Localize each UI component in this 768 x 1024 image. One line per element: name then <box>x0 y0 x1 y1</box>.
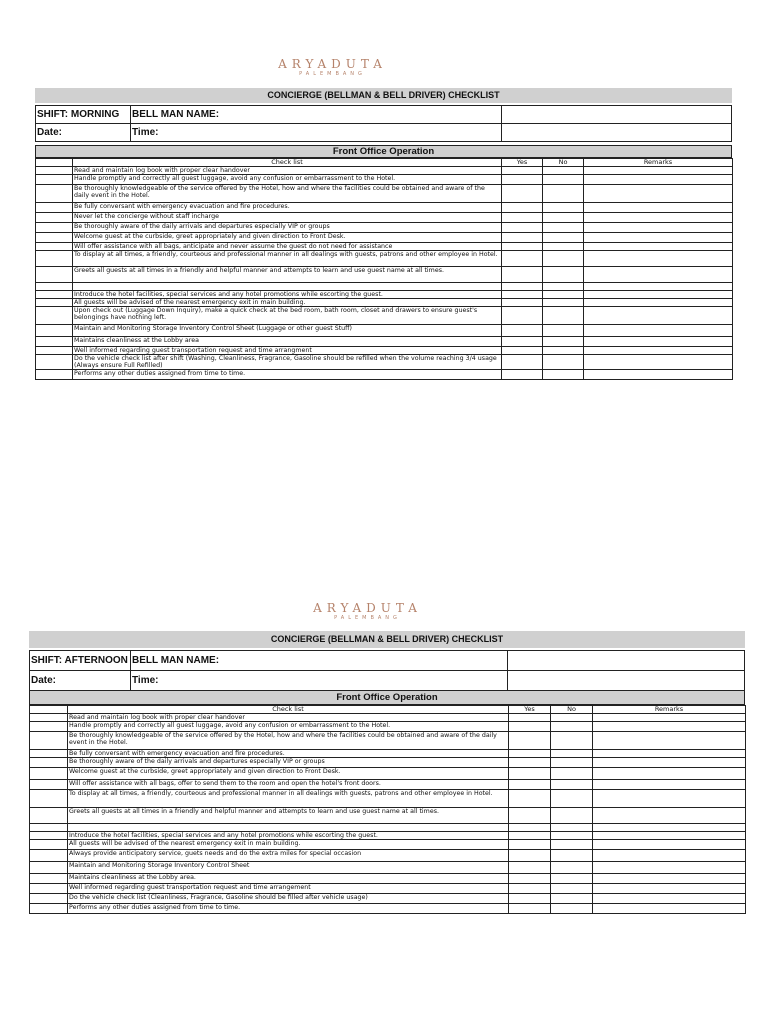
yes-checkbox-cell[interactable] <box>509 808 551 824</box>
yes-checkbox-cell[interactable] <box>502 267 543 283</box>
checklist-header: Check list <box>68 706 509 714</box>
no-checkbox-cell[interactable] <box>543 337 584 347</box>
checklist-item: All guests will be advised of the nearest emergency exit in main building. <box>68 840 509 850</box>
yes-checkbox-cell[interactable] <box>502 355 543 370</box>
remarks-cell[interactable] <box>584 325 733 337</box>
yes-checkbox-cell[interactable] <box>502 307 543 325</box>
checklist-item: Well informed regarding guest transportation request and time arrangment <box>73 347 502 355</box>
checklist-row <box>36 337 733 347</box>
no-checkbox-cell[interactable] <box>551 750 593 758</box>
checklist-row <box>36 243 733 251</box>
row-index-cell <box>36 325 73 337</box>
checklist-item: Well informed regarding guest transportation request and time arrangement <box>68 884 509 894</box>
checklist-item <box>68 824 509 832</box>
no-header: No <box>543 159 584 167</box>
remarks-header: Remarks <box>593 706 746 714</box>
checklist-item: Handle promptly and correctly all guest luggage, avoid any confusion or embarrassment to the Hotel. <box>73 175 502 185</box>
time-label[interactable]: Time: <box>131 124 502 142</box>
yes-checkbox-cell[interactable] <box>502 213 543 223</box>
checklist-row <box>30 780 746 790</box>
checklist-row <box>36 347 733 355</box>
checklist-item: Be thoroughly knowledgeable of the service offered by the Hotel, how and where the facilities could be obtained and aware of the daily event in the Hotel. <box>68 732 509 750</box>
checklist-item: All guests will be advised of the nearest emergency exit in main building. <box>73 299 502 307</box>
checklist-item: To display at all times, a friendly, courteous and professional manner in all dealings with guests, patrons and other employee in Hotel. <box>73 251 502 267</box>
row-index-cell <box>30 894 68 904</box>
yes-checkbox-cell[interactable] <box>502 203 543 213</box>
yes-checkbox-cell[interactable] <box>509 750 551 758</box>
logo-brand: ARYADUTA <box>313 601 422 615</box>
checklist-row <box>36 299 733 307</box>
remarks-cell[interactable] <box>584 337 733 347</box>
no-checkbox-cell[interactable] <box>543 175 584 185</box>
row-index-cell <box>36 233 73 243</box>
yes-checkbox-cell[interactable] <box>502 175 543 185</box>
remarks-cell[interactable] <box>584 167 733 175</box>
no-checkbox-cell[interactable] <box>551 840 593 850</box>
row-index-cell <box>36 347 73 355</box>
checklist-row <box>30 714 746 722</box>
remarks-cell[interactable] <box>584 283 733 291</box>
no-checkbox-cell[interactable] <box>543 213 584 223</box>
no-checkbox-cell[interactable] <box>543 325 584 337</box>
row-index-cell <box>36 167 73 175</box>
row-index-cell <box>30 862 68 874</box>
no-checkbox-cell[interactable] <box>543 267 584 283</box>
no-checkbox-cell[interactable] <box>543 307 584 325</box>
checklist-row <box>36 213 733 223</box>
checklist-item: Be thoroughly aware of the daily arrivals and departures especially VIP or groups <box>73 223 502 233</box>
section-header: Front Office Operation <box>35 145 732 158</box>
row-index-cell <box>30 904 68 914</box>
row-index-cell <box>36 267 73 283</box>
no-checkbox-cell[interactable] <box>551 780 593 790</box>
checklist-row <box>30 808 746 824</box>
checklist-row <box>36 283 733 291</box>
yes-checkbox-cell[interactable] <box>509 850 551 862</box>
checklist-item: Introduce the hotel facilities, special services and any hotel promotions while escorting the guest. <box>73 291 502 299</box>
row-index-cell <box>30 780 68 790</box>
shift-info-table <box>29 650 745 691</box>
row-index-cell <box>36 337 73 347</box>
yes-checkbox-cell[interactable] <box>509 824 551 832</box>
checklist-row <box>30 824 746 832</box>
checklist-item: Performs any other duties assigned from time to time. <box>73 370 502 380</box>
remarks-cell[interactable] <box>593 750 746 758</box>
row-index-cell <box>36 243 73 251</box>
no-checkbox-cell[interactable] <box>543 167 584 175</box>
checklist-row <box>30 722 746 732</box>
checklist-item: To display at all times, a friendly, courteous and professional manner in all dealings with guests, patrons and other employee in Hotel. <box>68 790 509 808</box>
no-checkbox-cell[interactable] <box>551 862 593 874</box>
yes-checkbox-cell[interactable] <box>509 884 551 894</box>
row-index-cell <box>36 283 73 291</box>
remarks-cell[interactable] <box>593 808 746 824</box>
no-checkbox-cell[interactable] <box>551 874 593 884</box>
checklist-item: Upon check out (Luggage Down Inquiry), make a quick check at the bed room, bath room, closet and drawers to ensure guest's belongings have nothing left. <box>73 307 502 325</box>
checklist-row <box>30 790 746 808</box>
no-checkbox-cell[interactable] <box>543 355 584 370</box>
no-checkbox-cell[interactable] <box>543 370 584 380</box>
checklist-table <box>35 158 733 380</box>
checklist-row <box>30 850 746 862</box>
checklist-item: Be thoroughly aware of the daily arrivals and departures especially VIP or groups <box>68 758 509 768</box>
yes-checkbox-cell[interactable] <box>502 291 543 299</box>
remarks-cell[interactable] <box>593 714 746 722</box>
no-checkbox-cell[interactable] <box>543 347 584 355</box>
bellman-name-label[interactable]: BELL MAN NAME: <box>131 651 508 671</box>
form-title: CONCIERGE (BELLMAN & BELL DRIVER) CHECKLIST <box>35 88 732 103</box>
hotel-logo <box>290 602 445 622</box>
yes-checkbox-cell[interactable] <box>509 768 551 780</box>
date-label[interactable]: Date: <box>30 671 131 691</box>
time-extra[interactable] <box>508 671 745 691</box>
row-index-cell <box>30 808 68 824</box>
remarks-cell[interactable] <box>584 233 733 243</box>
yes-checkbox-cell[interactable] <box>509 790 551 808</box>
row-index-cell <box>36 307 73 325</box>
no-checkbox-cell[interactable] <box>543 233 584 243</box>
no-checkbox-cell[interactable] <box>551 768 593 780</box>
row-index-cell <box>30 850 68 862</box>
yes-checkbox-cell[interactable] <box>509 722 551 732</box>
checklist-item: Welcome guest at the curbside, greet appropriately and given direction to Front Desk. <box>73 233 502 243</box>
remarks-cell[interactable] <box>593 840 746 850</box>
yes-checkbox-cell[interactable] <box>502 283 543 291</box>
remarks-cell[interactable] <box>584 243 733 251</box>
no-checkbox-cell[interactable] <box>543 299 584 307</box>
checklist-item: Introduce the hotel facilities, special services and any hotel promotions while escorting the guest. <box>68 832 509 840</box>
bellman-name-extra[interactable] <box>502 106 732 124</box>
checklist-item: Maintains cleanliness at the Lobby area <box>73 337 502 347</box>
yes-checkbox-cell[interactable] <box>502 243 543 251</box>
hotel-logo <box>255 58 410 78</box>
yes-checkbox-cell[interactable] <box>509 832 551 840</box>
row-index-cell <box>36 223 73 233</box>
checklist-row <box>36 167 733 175</box>
no-checkbox-cell[interactable] <box>551 894 593 904</box>
yes-checkbox-cell[interactable] <box>502 370 543 380</box>
row-index-cell <box>36 251 73 267</box>
row-index-cell <box>30 840 68 850</box>
yes-checkbox-cell[interactable] <box>502 185 543 203</box>
remarks-cell[interactable] <box>593 894 746 904</box>
row-index-cell <box>30 714 68 722</box>
remarks-cell[interactable] <box>584 223 733 233</box>
checklist-row <box>30 862 746 874</box>
yes-checkbox-cell[interactable] <box>509 862 551 874</box>
checklist-item: Always provide anticipatory service, guets needs and do the extra miles for special occasion <box>68 850 509 862</box>
remarks-cell[interactable] <box>584 185 733 203</box>
no-checkbox-cell[interactable] <box>551 850 593 862</box>
checklist-item: Be thoroughly knowledgeable of the service offered by the Hotel, how and where the facilities could be obtained and aware of the daily event in the Hotel. <box>73 185 502 203</box>
row-index-cell <box>36 185 73 203</box>
checklist-row <box>30 768 746 780</box>
no-checkbox-cell[interactable] <box>551 824 593 832</box>
remarks-cell[interactable] <box>593 884 746 894</box>
checklist-row <box>36 370 733 380</box>
checklist-item: Welcome guest at the curbside, greet appropriately and given direction to Front Desk. <box>68 768 509 780</box>
checklist-item: Will offer assistance with all bags, offer to send them to the room and open the hotel's front doors. <box>68 780 509 790</box>
no-checkbox-cell[interactable] <box>551 758 593 768</box>
yes-checkbox-cell[interactable] <box>509 714 551 722</box>
checklist-table <box>29 705 746 914</box>
checklist-item: Read and maintain log book with proper clear handover <box>73 167 502 175</box>
row-index-cell <box>36 213 73 223</box>
remarks-cell[interactable] <box>593 862 746 874</box>
remarks-cell[interactable] <box>584 251 733 267</box>
checklist-row <box>30 874 746 884</box>
checklist-item: Read and maintain log book with proper clear handover <box>68 714 509 722</box>
checklist-item: Greets all guests at all times in a friendly and helpful manner and attempts to learn and use guest name at all times. <box>73 267 502 283</box>
yes-checkbox-cell[interactable] <box>502 347 543 355</box>
checklist-row <box>36 251 733 267</box>
row-index-cell <box>30 824 68 832</box>
row-index-cell <box>36 299 73 307</box>
row-index-cell <box>36 203 73 213</box>
no-checkbox-cell[interactable] <box>543 243 584 251</box>
no-checkbox-cell[interactable] <box>551 808 593 824</box>
shift-info-table <box>35 105 732 142</box>
checklist-item: Do the vehicle check list (Cleanliness, Fragrance, Gasoline should be filled after vehicle usage) <box>68 894 509 904</box>
remarks-header: Remarks <box>584 159 733 167</box>
checklist-item: Greets all guests at all times in a friendly and helpful manner and attempts to learn and use guest name at all times. <box>68 808 509 824</box>
no-header: No <box>551 706 593 714</box>
row-index-cell <box>30 832 68 840</box>
remarks-cell[interactable] <box>584 291 733 299</box>
checklist-row <box>36 203 733 213</box>
checklist-row <box>36 233 733 243</box>
remarks-cell[interactable] <box>593 768 746 780</box>
checklist-row <box>36 175 733 185</box>
checklist-row <box>36 267 733 283</box>
checklist-row <box>30 904 746 914</box>
no-checkbox-cell[interactable] <box>543 251 584 267</box>
row-index-cell <box>30 768 68 780</box>
date-label[interactable]: Date: <box>36 124 131 142</box>
checklist-row <box>30 758 746 768</box>
logo-city: PALEMBANG <box>299 71 366 77</box>
remarks-cell[interactable] <box>593 874 746 884</box>
checklist-item: Will offer assistance with all bags, anticipate and never assume the guest do not need for assistance <box>73 243 502 251</box>
checklist-item: Maintains cleanliness at the Lobby area. <box>68 874 509 884</box>
remarks-cell[interactable] <box>584 355 733 370</box>
yes-checkbox-cell[interactable] <box>502 223 543 233</box>
checklist-item: Be fully conversant with emergency evacuation and fire procedures. <box>68 750 509 758</box>
yes-checkbox-cell[interactable] <box>502 233 543 243</box>
checklist-item: Maintain and Monitoring Storage Inventory Control Sheet <box>68 862 509 874</box>
row-index-cell <box>30 750 68 758</box>
remarks-cell[interactable] <box>593 780 746 790</box>
remarks-cell[interactable] <box>593 722 746 732</box>
logo-city: PALEMBANG <box>334 615 401 621</box>
no-checkbox-cell[interactable] <box>551 732 593 750</box>
yes-header: Yes <box>509 706 551 714</box>
no-checkbox-cell[interactable] <box>551 722 593 732</box>
remarks-cell[interactable] <box>593 904 746 914</box>
remarks-cell[interactable] <box>584 347 733 355</box>
checklist-row <box>30 884 746 894</box>
no-checkbox-cell[interactable] <box>551 832 593 840</box>
no-checkbox-cell[interactable] <box>543 203 584 213</box>
checklist-row <box>36 291 733 299</box>
checklist-row <box>30 840 746 850</box>
yes-checkbox-cell[interactable] <box>509 840 551 850</box>
no-checkbox-cell[interactable] <box>551 790 593 808</box>
remarks-cell[interactable] <box>584 299 733 307</box>
bellman-name-label[interactable]: BELL MAN NAME: <box>131 106 502 124</box>
yes-header: Yes <box>502 159 543 167</box>
remarks-cell[interactable] <box>593 732 746 750</box>
row-index-cell <box>36 355 73 370</box>
checklist-row <box>30 732 746 750</box>
checklist-row <box>30 894 746 904</box>
checklist-item: Do the vehicle check list after shift (Washing, Cleanliness, Fragrance, Gasoline should be refilled when the volume reaching 3/4 usage (Always ensure Full Refilled) <box>73 355 502 370</box>
no-checkbox-cell[interactable] <box>543 223 584 233</box>
row-index-cell <box>36 370 73 380</box>
yes-checkbox-cell[interactable] <box>502 167 543 175</box>
row-index-cell <box>30 874 68 884</box>
checklist-row <box>36 355 733 370</box>
remarks-cell[interactable] <box>593 824 746 832</box>
checklist-row <box>36 223 733 233</box>
bellman-name-extra[interactable] <box>508 651 745 671</box>
no-checkbox-cell[interactable] <box>551 904 593 914</box>
yes-checkbox-cell[interactable] <box>509 780 551 790</box>
row-index-cell <box>30 758 68 768</box>
logo-brand: ARYADUTA <box>278 57 387 71</box>
row-index-cell <box>30 790 68 808</box>
no-checkbox-cell[interactable] <box>543 291 584 299</box>
checklist-item: Be fully conversant with emergency evacuation and fire procedures. <box>73 203 502 213</box>
remarks-cell[interactable] <box>584 267 733 283</box>
remarks-cell[interactable] <box>593 758 746 768</box>
time-extra[interactable] <box>502 124 732 142</box>
row-index-cell <box>36 291 73 299</box>
time-label[interactable]: Time: <box>131 671 508 691</box>
yes-checkbox-cell[interactable] <box>509 874 551 884</box>
remarks-cell[interactable] <box>584 370 733 380</box>
remarks-cell[interactable] <box>584 213 733 223</box>
row-index-cell <box>30 722 68 732</box>
remarks-cell[interactable] <box>593 832 746 840</box>
shift-label: SHIFT: AFTERNOON <box>30 651 131 671</box>
section-header: Front Office Operation <box>29 690 745 705</box>
checklist-header: Check list <box>73 159 502 167</box>
no-checkbox-cell[interactable] <box>551 884 593 894</box>
remarks-cell[interactable] <box>593 850 746 862</box>
remarks-cell[interactable] <box>584 307 733 325</box>
checklist-item: Never let the concierge without staff incharge <box>73 213 502 223</box>
row-index-cell <box>36 175 73 185</box>
no-checkbox-cell[interactable] <box>543 185 584 203</box>
checklist-item <box>73 283 502 291</box>
row-index-cell <box>30 884 68 894</box>
checklist-row <box>36 307 733 325</box>
checklist-item: Performs any other duties assigned from time to time. <box>68 904 509 914</box>
yes-checkbox-cell[interactable] <box>509 894 551 904</box>
checklist-row <box>30 750 746 758</box>
yes-checkbox-cell[interactable] <box>509 732 551 750</box>
no-checkbox-cell[interactable] <box>551 714 593 722</box>
checklist-row <box>36 325 733 337</box>
yes-checkbox-cell[interactable] <box>509 904 551 914</box>
checklist-item: Maintain and Monitoring Storage Inventory Control Sheet (Luggage or other guest Stuff) <box>73 325 502 337</box>
no-checkbox-cell[interactable] <box>543 283 584 291</box>
checklist-row <box>30 832 746 840</box>
yes-checkbox-cell[interactable] <box>509 758 551 768</box>
remarks-cell[interactable] <box>584 203 733 213</box>
yes-checkbox-cell[interactable] <box>502 337 543 347</box>
yes-checkbox-cell[interactable] <box>502 251 543 267</box>
remarks-cell[interactable] <box>593 790 746 808</box>
remarks-cell[interactable] <box>584 175 733 185</box>
yes-checkbox-cell[interactable] <box>502 325 543 337</box>
yes-checkbox-cell[interactable] <box>502 299 543 307</box>
checklist-item: Handle promptly and correctly all guest luggage, avoid any confusion or embarrassment to the Hotel. <box>68 722 509 732</box>
shift-label: SHIFT: MORNING <box>36 106 131 124</box>
form-title: CONCIERGE (BELLMAN & BELL DRIVER) CHECKLIST <box>29 631 745 648</box>
row-index-cell <box>30 732 68 750</box>
checklist-row <box>36 185 733 203</box>
